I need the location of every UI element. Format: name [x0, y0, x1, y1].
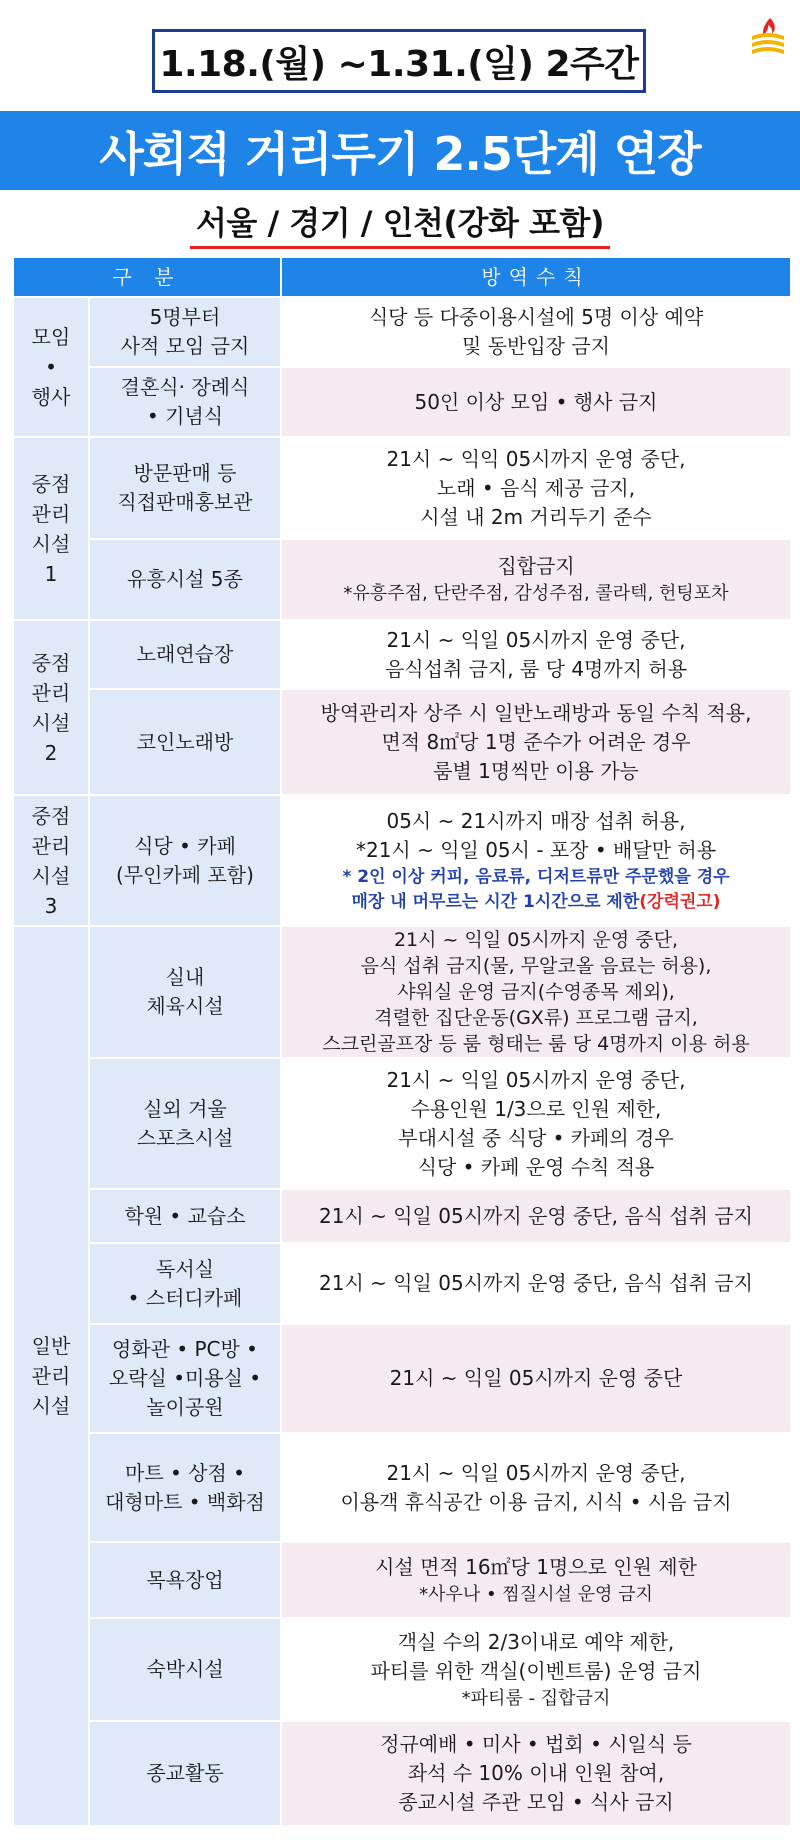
title-banner — [0, 111, 800, 190]
table-row-rule: 객실 수의 2/3이내로 예약 제한, 파티를 위한 객실(이벤트룸) 운영 금지 — [370, 1629, 702, 1683]
table-row-rule: 50인 이상 모임 • 행사 금지 — [282, 368, 790, 436]
category-focus-3: 중점 관리 시설 3 — [14, 796, 88, 925]
category-general: 일반 관리 시설 — [14, 927, 88, 1825]
strong-advice-label: (강력권고) — [639, 891, 721, 912]
region-line — [0, 198, 800, 248]
category-gathering: 모임 • 행사 — [14, 298, 88, 436]
table-row-sub: 코인노래방 — [90, 690, 280, 794]
table-row-rule: 집합금지 — [497, 554, 575, 578]
table-row-rule: 21시 ~ 익일 05시까지 운영 중단, 수용인원 1/3으로 인원 제한, 부대시설 중 식당 • 카페의 경우 식당 • 카페 운영 수칙 적용 — [282, 1059, 790, 1188]
table-row-sub: 유흥시설 5종 — [90, 540, 280, 619]
table-row-sub: 노래연습장 — [90, 621, 280, 688]
table-row-sub: 5명부터 사적 모임 금지 — [90, 298, 280, 366]
table-row-rule: 21시 ~ 익일 05시까지 운영 중단, 이용객 휴식공간 이용 금지, 시식 • 시음 금지 — [282, 1434, 790, 1541]
table-row-note: *유흥주점, 단란주점, 감성주점, 콜라텍, 헌팅포차 — [343, 583, 729, 604]
table-row-note: * 2인 이상 커피, 음료류, 디저트류만 주문했을 경우 — [342, 866, 730, 887]
table-row-rule: 21시 ~ 익일 05시까지 운영 중단 — [282, 1325, 790, 1432]
table-row-rule: 정규예배 • 미사 • 법회 • 시일식 등 좌석 수 10% 이내 인원 참여, 종교시설 주관 모임 • 식사 금지 — [282, 1722, 790, 1825]
region-text: 서울 / 경기 / 인천(강화 포함) — [190, 198, 610, 249]
table-row-note: *파티룸 - 집합금지 — [461, 1687, 611, 1709]
table-row-note: *사우나 • 찜질시설 운영 금지 — [419, 1583, 653, 1605]
table-header-rules: 방역수칙 — [282, 258, 790, 296]
table-row-rule-group — [282, 1619, 790, 1720]
table-row-rule: 21시 ~ 익일 05시까지 운영 중단, 음식 섭취 금지(물, 무알코올 음료는 허용), 샤워실 운영 금지(수영종목 제외), 격렬한 집단운동(GX류) 프로그램 금지, 스크린골프장 등 룸 형태는 룸 당 4명까지 이용 허용 — [282, 927, 790, 1057]
table-row-sub: 종교활동 — [90, 1722, 280, 1825]
table-row-sub: 영화관 • PC방 • 오락실 •미용실 • 놀이공원 — [90, 1325, 280, 1432]
table-row-sub: 실외 겨울 스포츠시설 — [90, 1059, 280, 1188]
table-row-sub: 방문판매 등 직접판매홍보관 — [90, 438, 280, 538]
table-row-rule: 21시 ~ 익익 05시까지 운영 중단, 노래 • 음식 제공 금지, 시설 내 2m 거리두기 준수 — [282, 438, 790, 538]
table-row-sub: 숙박시설 — [90, 1619, 280, 1720]
table-row-rule: 시설 면적 16㎡당 1명으로 인원 제한 — [375, 1554, 697, 1579]
table-row-note-line — [352, 890, 721, 915]
rules-table — [14, 258, 786, 1830]
table-row-sub: 결혼식· 장례식 • 기념식 — [90, 368, 280, 436]
period-box — [152, 29, 646, 93]
page-title: 사회적 거리두기 2.5단계 연장 — [99, 126, 701, 181]
table-row-sub: 마트 • 상점 • 대형마트 • 백화점 — [90, 1434, 280, 1541]
period-text: 1.18.(월) ~1.31.(일) 2주간 — [159, 43, 639, 85]
table-row-rule: 05시 ~ 21시까지 매장 섭취 허용, *21시 ~ 익일 05시 - 포장 • 배달만 허용 — [355, 808, 717, 862]
table-row-sub: 식당 • 카페 (무인카페 포함) — [90, 796, 280, 925]
category-focus-2: 중점 관리 시설 2 — [14, 621, 88, 794]
table-row-rule-group — [282, 796, 790, 925]
category-focus-1: 중점 관리 시설 1 — [14, 438, 88, 619]
table-row-rule-group — [282, 540, 790, 619]
table-row-rule: 21시 ~ 익일 05시까지 운영 중단, 음식 섭취 금지 — [282, 1244, 790, 1323]
table-row-rule: 21시 ~ 익일 05시까지 운영 중단, 음식섭취 금지, 룸 당 4명까지 허용 — [282, 621, 790, 688]
table-row-rule-group — [282, 1543, 790, 1617]
table-row-sub: 목욕장업 — [90, 1543, 280, 1617]
table-header-category: 구 분 — [14, 258, 280, 296]
flame-logo-icon — [746, 14, 790, 58]
table-row-note: 매장 내 머무르는 시간 1시간으로 제한 — [351, 891, 640, 912]
table-row-sub: 실내 체육시설 — [90, 927, 280, 1057]
table-row-rule: 21시 ~ 익일 05시까지 운영 중단, 음식 섭취 금지 — [282, 1190, 790, 1242]
table-row-rule: 식당 등 다중이용시설에 5명 이상 예약 및 동반입장 금지 — [282, 298, 790, 366]
table-row-sub: 독서실 • 스터디카페 — [90, 1244, 280, 1323]
table-row-rule: 방역관리자 상주 시 일반노래방과 동일 수칙 적용, 면적 8㎡당 1명 준수가 어려운 경우 룸별 1명씩만 이용 가능 — [282, 690, 790, 794]
table-row-sub: 학원 • 교습소 — [90, 1190, 280, 1242]
